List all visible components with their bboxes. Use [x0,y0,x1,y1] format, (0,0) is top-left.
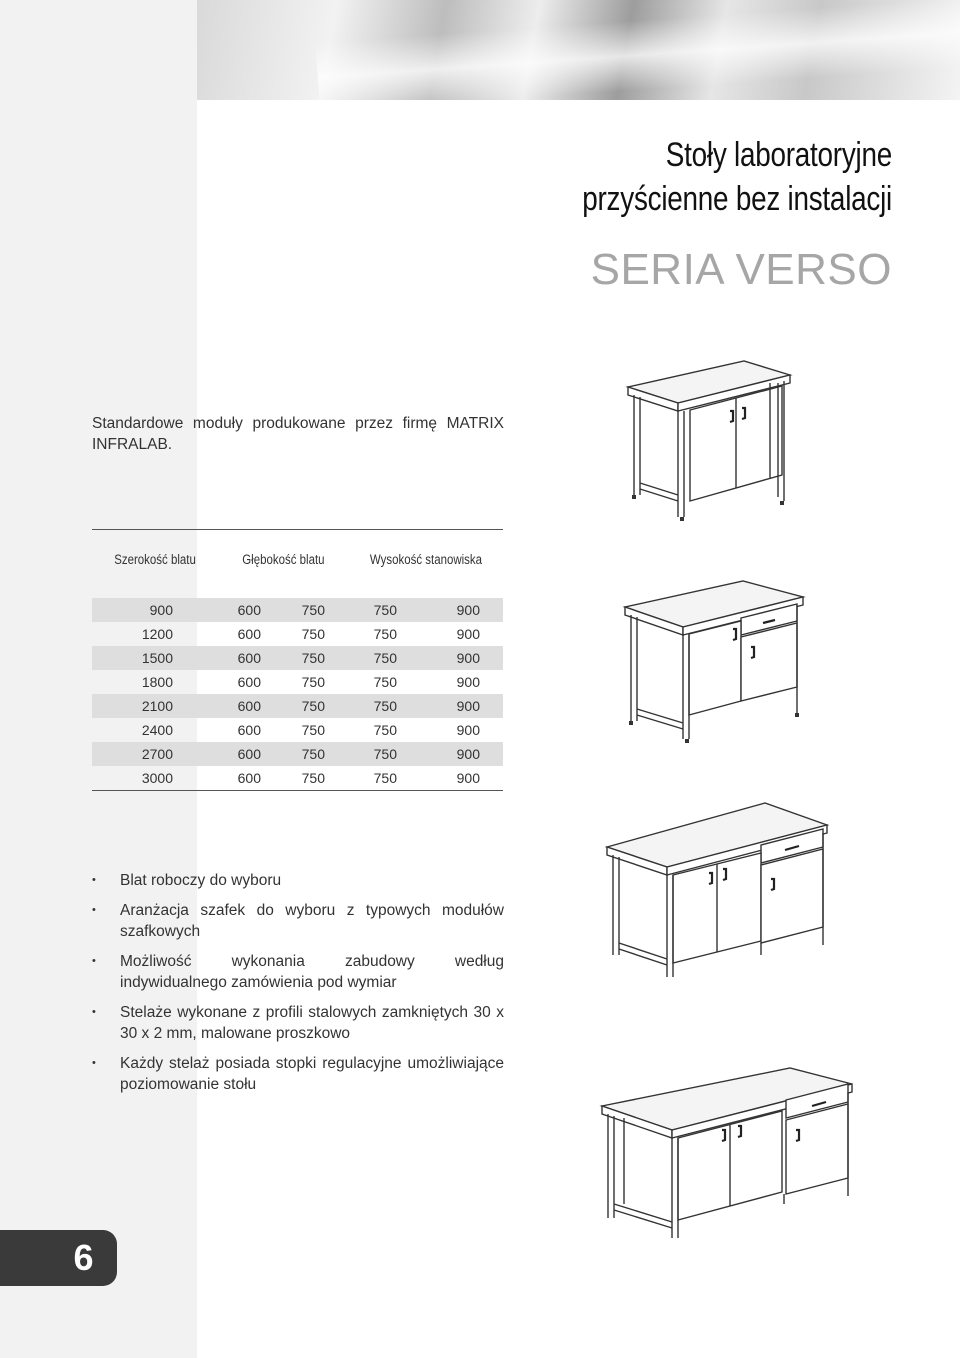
table-cell: 750 [301,722,325,738]
table-row [92,766,503,790]
list-item [92,951,504,993]
page-title [466,133,892,221]
table-cell: 750 [373,698,397,714]
spec-table [92,529,503,791]
table-cell: 1500 [141,650,173,666]
table-cell: 900 [456,746,480,762]
table-row [92,694,503,718]
table-cell: 900 [456,698,480,714]
table-cell: 750 [301,626,325,642]
table-cell: 600 [237,674,261,690]
feature-text: Stelaże wykonane z profili stalowych zamkniętych 30 x 30 x 2 mm, malowane proszkowo [120,1004,504,1042]
table-row [92,646,503,670]
page-number: 6 [73,1237,94,1278]
table-row [92,718,503,742]
table-cell: 600 [237,770,261,786]
table-row [92,742,503,766]
title-line-1: Stoły laboratoryjne [665,136,892,174]
table-illustration-two-doors [620,355,800,525]
table-cell: 900 [456,770,480,786]
header-height: Wysokość stanowiska [369,552,483,567]
page-number-tab [0,1230,117,1286]
table-cell: 750 [301,650,325,666]
header-depth: Głębokość blatu [242,552,325,567]
series-name: SERIA VERSO [590,245,892,294]
feature-text: Aranżacja szafek do wyboru z typowych modułów szafkowych [120,902,504,940]
bullet-icon: • [92,955,96,967]
table-cell: 750 [301,602,325,618]
feature-text: Blat roboczy do wyboru [120,872,282,889]
list-item [92,900,504,942]
table-cell: 750 [301,746,325,762]
table-cell: 750 [301,674,325,690]
table-row [92,622,503,646]
table-cell: 750 [373,674,397,690]
feature-text: Możliwość wykonania zabudowy według indywidualnego zamówienia pod wymiar [120,953,504,991]
table-cell: 600 [237,746,261,762]
table-cell: 3000 [141,770,173,786]
table-cell: 750 [301,770,325,786]
table-cell: 750 [373,746,397,762]
table-illustration-door-drawer [623,575,813,750]
table-row [92,670,503,694]
intro-text: Standardowe moduły produkowane przez firmę MATRIX INFRALAB. [92,415,504,453]
table-cell: 750 [373,650,397,666]
table-illustration-three-doors-drawer [605,795,835,980]
title-line-2: przyścienne bez instalacji [582,180,892,218]
table-cell: 600 [237,626,261,642]
table-cell: 2400 [141,722,173,738]
table-cell: 900 [456,722,480,738]
bullet-icon: • [92,874,96,886]
header-width: Szerokość blatu [114,552,196,567]
table-cell: 1200 [141,626,173,642]
list-item [92,1053,504,1095]
feature-text: Każdy stelaż posiada stopki regulacyjne umożliwiające poziomowanie stołu [120,1055,504,1093]
table-row [92,598,503,622]
table-cell: 900 [456,626,480,642]
table-cell: 750 [301,698,325,714]
table-cell: 600 [237,698,261,714]
list-item [92,1002,504,1044]
table-cell: 750 [373,770,397,786]
table-cell: 2100 [141,698,173,714]
table-cell: 600 [237,602,261,618]
bullet-icon: • [92,904,96,916]
table-cell: 900 [456,650,480,666]
spec-table-body [92,598,503,790]
table-cell: 900 [456,674,480,690]
feature-list [92,870,504,1104]
table-cell: 600 [237,722,261,738]
table-cell: 600 [237,650,261,666]
table-cell: 1800 [141,674,173,690]
list-item [92,870,504,891]
table-cell: 2700 [141,746,173,762]
header-banner-image [197,0,960,100]
table-cell: 750 [373,722,397,738]
table-cell: 900 [149,602,173,618]
table-illustration-long-cabinet [600,1078,860,1243]
bullet-icon: • [92,1057,96,1069]
table-cell: 750 [373,602,397,618]
table-cell: 900 [456,602,480,618]
spec-table-header [92,530,503,588]
table-cell: 750 [373,626,397,642]
bullet-icon: • [92,1006,96,1018]
